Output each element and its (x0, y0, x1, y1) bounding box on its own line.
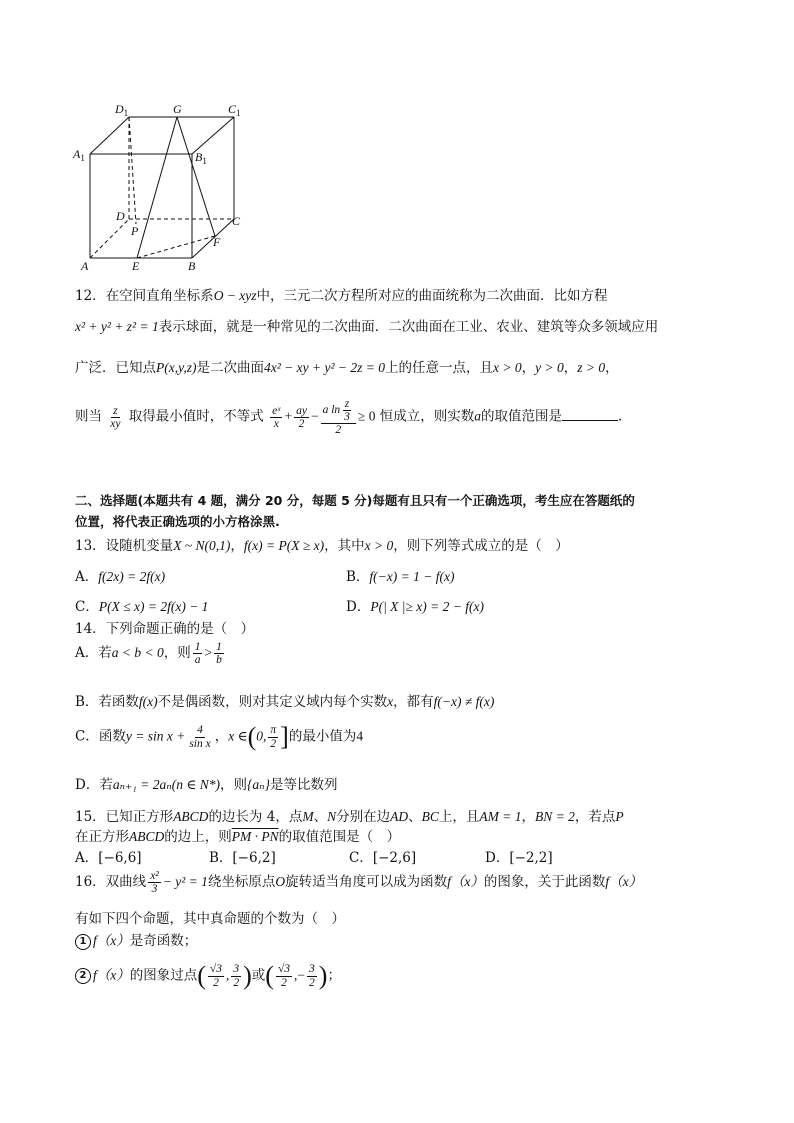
q15-option-a[interactable]: A．[−6,6] (75, 850, 142, 866)
q15-line2: 在正方形ABCD的边上，则PM · PN的取值范围是（ ） (75, 829, 401, 845)
label-p: P (131, 224, 139, 238)
q14-option-d[interactable]: D．若aₙ₊₁ = 2aₙ(n ∈ N*)，则{aₙ}是等比数列 (75, 777, 338, 793)
label-c1: $C_1$ (228, 102, 241, 118)
q13-option-c[interactable]: C．P(X ≤ x) = 2f(x) − 1 (75, 599, 209, 615)
edge-a-d (90, 219, 129, 258)
label-b1: $B_1$ (195, 150, 207, 166)
q15-option-c[interactable]: C．[−2,6] (349, 850, 417, 866)
label-a: A (81, 259, 89, 273)
q13-option-d[interactable]: D．P(| X |≥ x) = 2 − f(x) (346, 599, 484, 615)
label-d: D (116, 209, 125, 223)
q15-option-b[interactable]: B．[−6,2] (209, 850, 276, 866)
q13-option-b[interactable]: B．f(−x) = 1 − f(x) (346, 569, 455, 585)
q14-option-c[interactable]: C．函数y = sin x + $\frac{4}{\text{sin x}}$ ，x ∈(0, $\frac{\pi}{2}$ ]的最小值为4 (75, 722, 364, 751)
q13-option-a[interactable]: A．f(2x) = 2f(x) (75, 569, 166, 585)
q14-option-b[interactable]: B．若函数f(x)不是偶函数，则对其定义域内每个实数x，都有f(−x) ≠ f(x) (75, 694, 495, 710)
edge-g-e (137, 117, 177, 258)
edge-g-f (177, 117, 215, 236)
circled-number-1: 1 (75, 934, 91, 950)
q16-line1: 16．双曲线 $\frac{\text{x²}}{3}$ − y² = 1绕坐标原点O旋转适当角度可以成为函数f（x）的图象，关于此函数f（x） (75, 870, 643, 896)
q14-option-a[interactable]: A．若a < b < 0，则 $\frac{1}{a}$ > $\frac{1}{b}$ (75, 641, 222, 667)
label-b: B (188, 259, 196, 273)
q12-line2: x² + y² + z² = 1表示球面，就是一种常见的二次曲面．二次曲面在工业、农业、建筑等众多领域应用 (75, 319, 659, 335)
section2-line1: 二、选择题(本题共有 4 题，满分 20 分，每题 5 分)每题有且只有一个正确选项，考生应在答题纸的 (75, 493, 635, 508)
label-d1: $D_1$ (115, 102, 129, 118)
cube-figure (70, 98, 260, 278)
edge-d1-p (129, 117, 136, 224)
q12-line3: 广泛．已知点P(x,y,z)是二次曲面4x² − xy + y² − 2z = 0上的任意一点，且x > 0，y > 0，z > 0， (75, 360, 619, 376)
label-c: C (232, 214, 241, 228)
q15-line1: 15．已知正方形ABCD的边长为 4，点M、N分别在边AD、BC上，且AM = 1，BN = 2，若点P (75, 809, 624, 825)
q12-line4: 则当 $\frac{z}{xy}$ 取得最小值时，不等式 $\frac{\text{eˣ}}{x}$ + $\frac{ay}{2}$ − a ln $\frac{z}{3}$ 2 ≥ 0 恒成立，则实数a的取值范围是 ． (75, 398, 632, 437)
label-f: F (213, 235, 221, 249)
q16-line2: 有如下四个命题，其中真命题的个数为（ ） (75, 911, 345, 927)
q14-stem: 14．下列命题正确的是（ ） (75, 621, 255, 637)
label-a1: $A_1$ (73, 147, 85, 163)
q15-option-d[interactable]: D．[−2,2] (485, 850, 553, 866)
q16-item-2: 2 f（x）的图象过点( $\frac{√3}{2}$ , $\frac{3}{2}$ )或( $\frac{√3}{2}$ ,− $\frac{3}{2}$ )； (75, 961, 341, 991)
q16-item-1: 1 f（x）是奇函数； (75, 929, 197, 950)
q12-line1: 12．在空间直角坐标系O − xyz中，三元二次方程所对应的曲面统称为二次曲面．比如方程 (75, 288, 608, 304)
label-g: G (173, 102, 182, 116)
edge-b1-c1 (192, 117, 234, 154)
label-e: E (132, 259, 140, 273)
q13-stem: 13．设随机变量X ~ N(0,1)，f(x) = P(X ≥ x)，其中x > 0，则下列等式成立的是（ ） (75, 538, 569, 554)
section2-line2: 位置，将代表正确选项的小方格涂黑. (75, 514, 280, 529)
circled-number-2: 2 (75, 968, 91, 984)
edge-a1-d1 (90, 117, 129, 154)
answer-blank[interactable] (562, 408, 618, 421)
